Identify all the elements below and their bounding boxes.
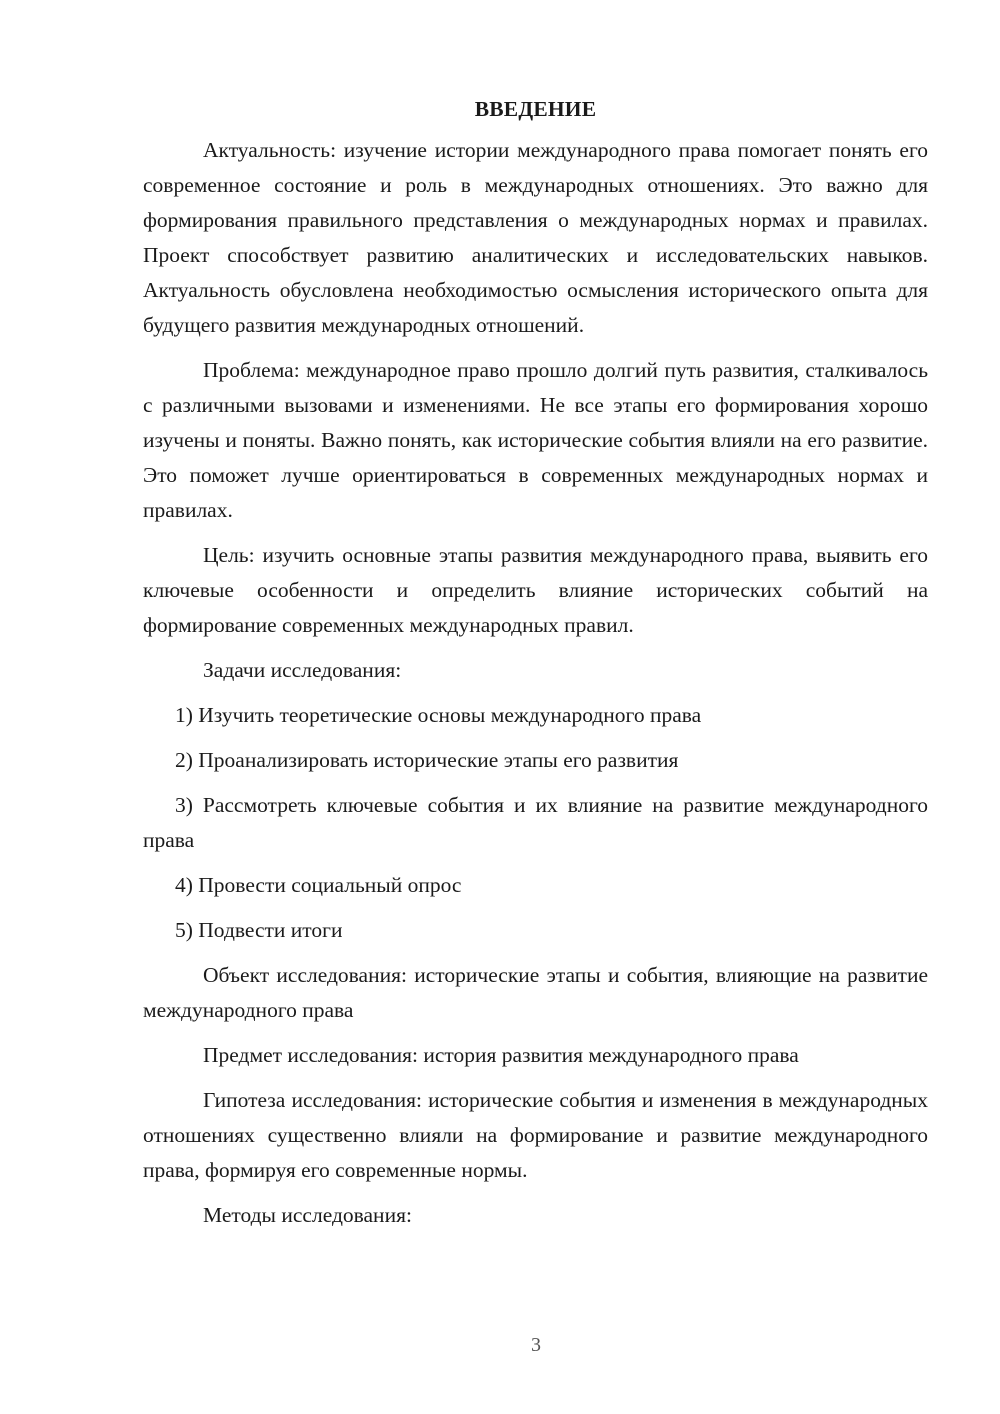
methods-heading: Методы исследования: [203,1203,412,1227]
section-title: ВВЕДЕНИЕ [474,97,597,121]
page-number: 3 [531,1334,541,1356]
subject-paragraph: Предмет исследования: история развития международного права [203,1043,799,1067]
goal-paragraph: Цель: изучить основные этапы развития международного права, выявить его ключевые особенности и определить влияние исторических событий на формирование современных международных правил. [143,543,928,637]
hypothesis-paragraph: Гипотеза исследования: исторические события и изменения в международных отношениях существенно влияли на формирование и развитие международного права, формируя его современные нормы. [143,1088,928,1182]
task-item: 4) Провести социальный опрос [175,873,462,897]
task-item: 5) Подвести итоги [175,918,343,942]
document-page [143,92,928,1243]
task-item: 2) Проанализировать исторические этапы его развития [175,748,679,772]
task-item: 1) Изучить теоретические основы международного права [175,703,702,727]
object-paragraph: Объект исследования: исторические этапы и события, влияющие на развитие международного права [143,963,928,1022]
task-item: 3) Рассмотреть ключевые события и их влияние на развитие международного права [143,793,928,852]
tasks-heading: Задачи исследования: [203,658,402,682]
problem-paragraph: Проблема: международное право прошло долгий путь развития, сталкивалось с различными вызовами и изменениями. Не все этапы его формирования хорошо изучены и поняты. Важно понять, как исторические события влияли на его развитие. Это поможет лучше ориентироваться в современных международных нормах и правилах. [143,358,928,522]
relevance-paragraph: Актуальность: изучение истории международного права помогает понять его современное состояние и роль в международных отношениях. Это важно для формирования правильного представления о международных нормах и правилах. Проект способствует развитию аналитических и исследовательских навыков. Актуальность обусловлена необходимостью осмысления исторического опыта для будущего развития международных отношений. [143,138,928,337]
